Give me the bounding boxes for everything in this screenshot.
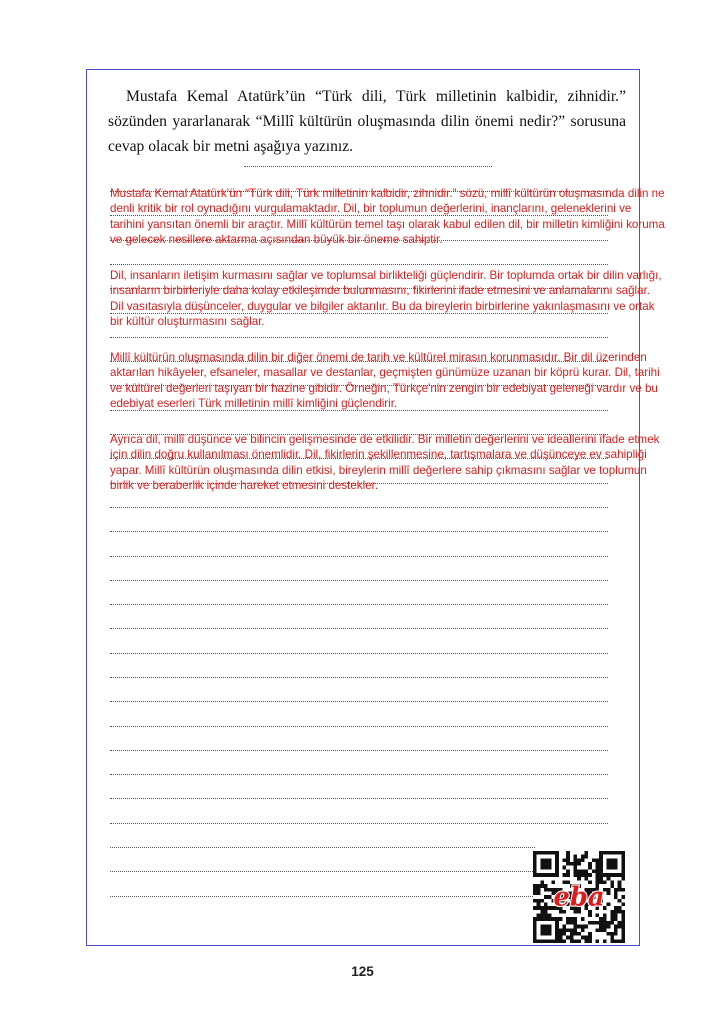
writing-line	[110, 726, 608, 727]
writing-line	[110, 750, 608, 751]
writing-line	[110, 264, 608, 265]
eba-qr-code[interactable]	[533, 851, 625, 943]
page-number: 125	[351, 964, 374, 979]
question-text: Mustafa Kemal Atatürk’ün “Türk dili, Türk milletinin kalbidir, zihnidir.” sözünden yararlanarak “Millî kültürün oluşmasında dilin önemi nedir?” sorusuna cevap olacak bir metni aşağıya yazınız.	[108, 88, 626, 155]
writing-line	[110, 896, 535, 897]
writing-line	[110, 823, 608, 824]
writing-line	[110, 604, 608, 605]
answer-paragraph-4: Ayrıca dil, millî düşünce ve bilincin gelişmesinde de etkilidir. Bir milletin değerlerini ve ideallerini ifade etmek için dilin doğru kullanılması önemlidir. Dil, fikirlerin şekillenmesine, tartışmalara ve düşünceye ev sahipliği yapar. Millî kültürün oluşmasında dilin etkisi, bireylerin millî değerlere sahip çıkmasını sağlar ve toplumun birlik ve beraberlik içinde hareket etmesini destekler.	[110, 433, 660, 492]
writing-line	[110, 798, 608, 799]
writing-line	[110, 531, 608, 532]
answer-paragraph-1: Mustafa Kemal Atatürk’ün “Türk dili, Türk milletinin kalbidir, zihnidir.” sözü, millî kültürün oluşmasında dilin ne denli kritik bir rol oynadığını vurgulamaktadır. Dil, bir toplumun değerlerini, inançlarını, geleneklerini ve tarihini yansıtan önemli bir araçtır. Millî kültürün temel taşı olarak kabul edilen dil, bir milletin kimliğini koruma ve gelecek nesillere aktarma açısından büyük bir öneme sahiptir.	[110, 187, 665, 246]
writing-line	[110, 677, 608, 678]
writing-line	[110, 507, 608, 508]
writing-line	[244, 166, 492, 167]
writing-line	[110, 337, 608, 338]
writing-line	[110, 701, 608, 702]
writing-line	[110, 628, 608, 629]
writing-line	[110, 774, 608, 775]
writing-line	[110, 871, 535, 872]
answer-paragraph-2: Dil, insanların iletişim kurmasını sağlar ve toplumsal birlikteliği güçlendirir. Bir toplumda ortak bir dilin varlığı, insanların birbirleriyle daha kolay etkileşimde bulunmasını, fikirlerini ifade etmesini ve anlamalarını sağlar. Dil vasıtasıyla düşünceler, duygular ve bilgiler aktarılır. Bu da bireylerin birbirlerine yakınlaşmasını ve ortak bir kültür oluşturmasını sağlar.	[110, 269, 662, 328]
writing-line	[110, 556, 608, 557]
writing-line	[110, 847, 535, 848]
writing-line	[110, 580, 608, 581]
eba-logo: eba	[553, 882, 605, 913]
answer-paragraph-3: Millî kültürün oluşmasında dilin bir diğer önemi de tarih ve kültürel mirasın korunmasıdır. Bir dil üzerinden aktarılan hikâyeler, efsaneler, masallar ve destanlar, geçmişten günümüze uzanan bir köprü kurar. Dil, tarihi ve kültürel değerleri taşıyan bir hazine gibidir. Örneğin, Türkçe'nin zengin bir edebiyat geleneği vardır ve bu edebiyat eserleri Türk milletinin millî kimliğini güçlendirir.	[110, 351, 660, 410]
writing-line	[110, 653, 608, 654]
